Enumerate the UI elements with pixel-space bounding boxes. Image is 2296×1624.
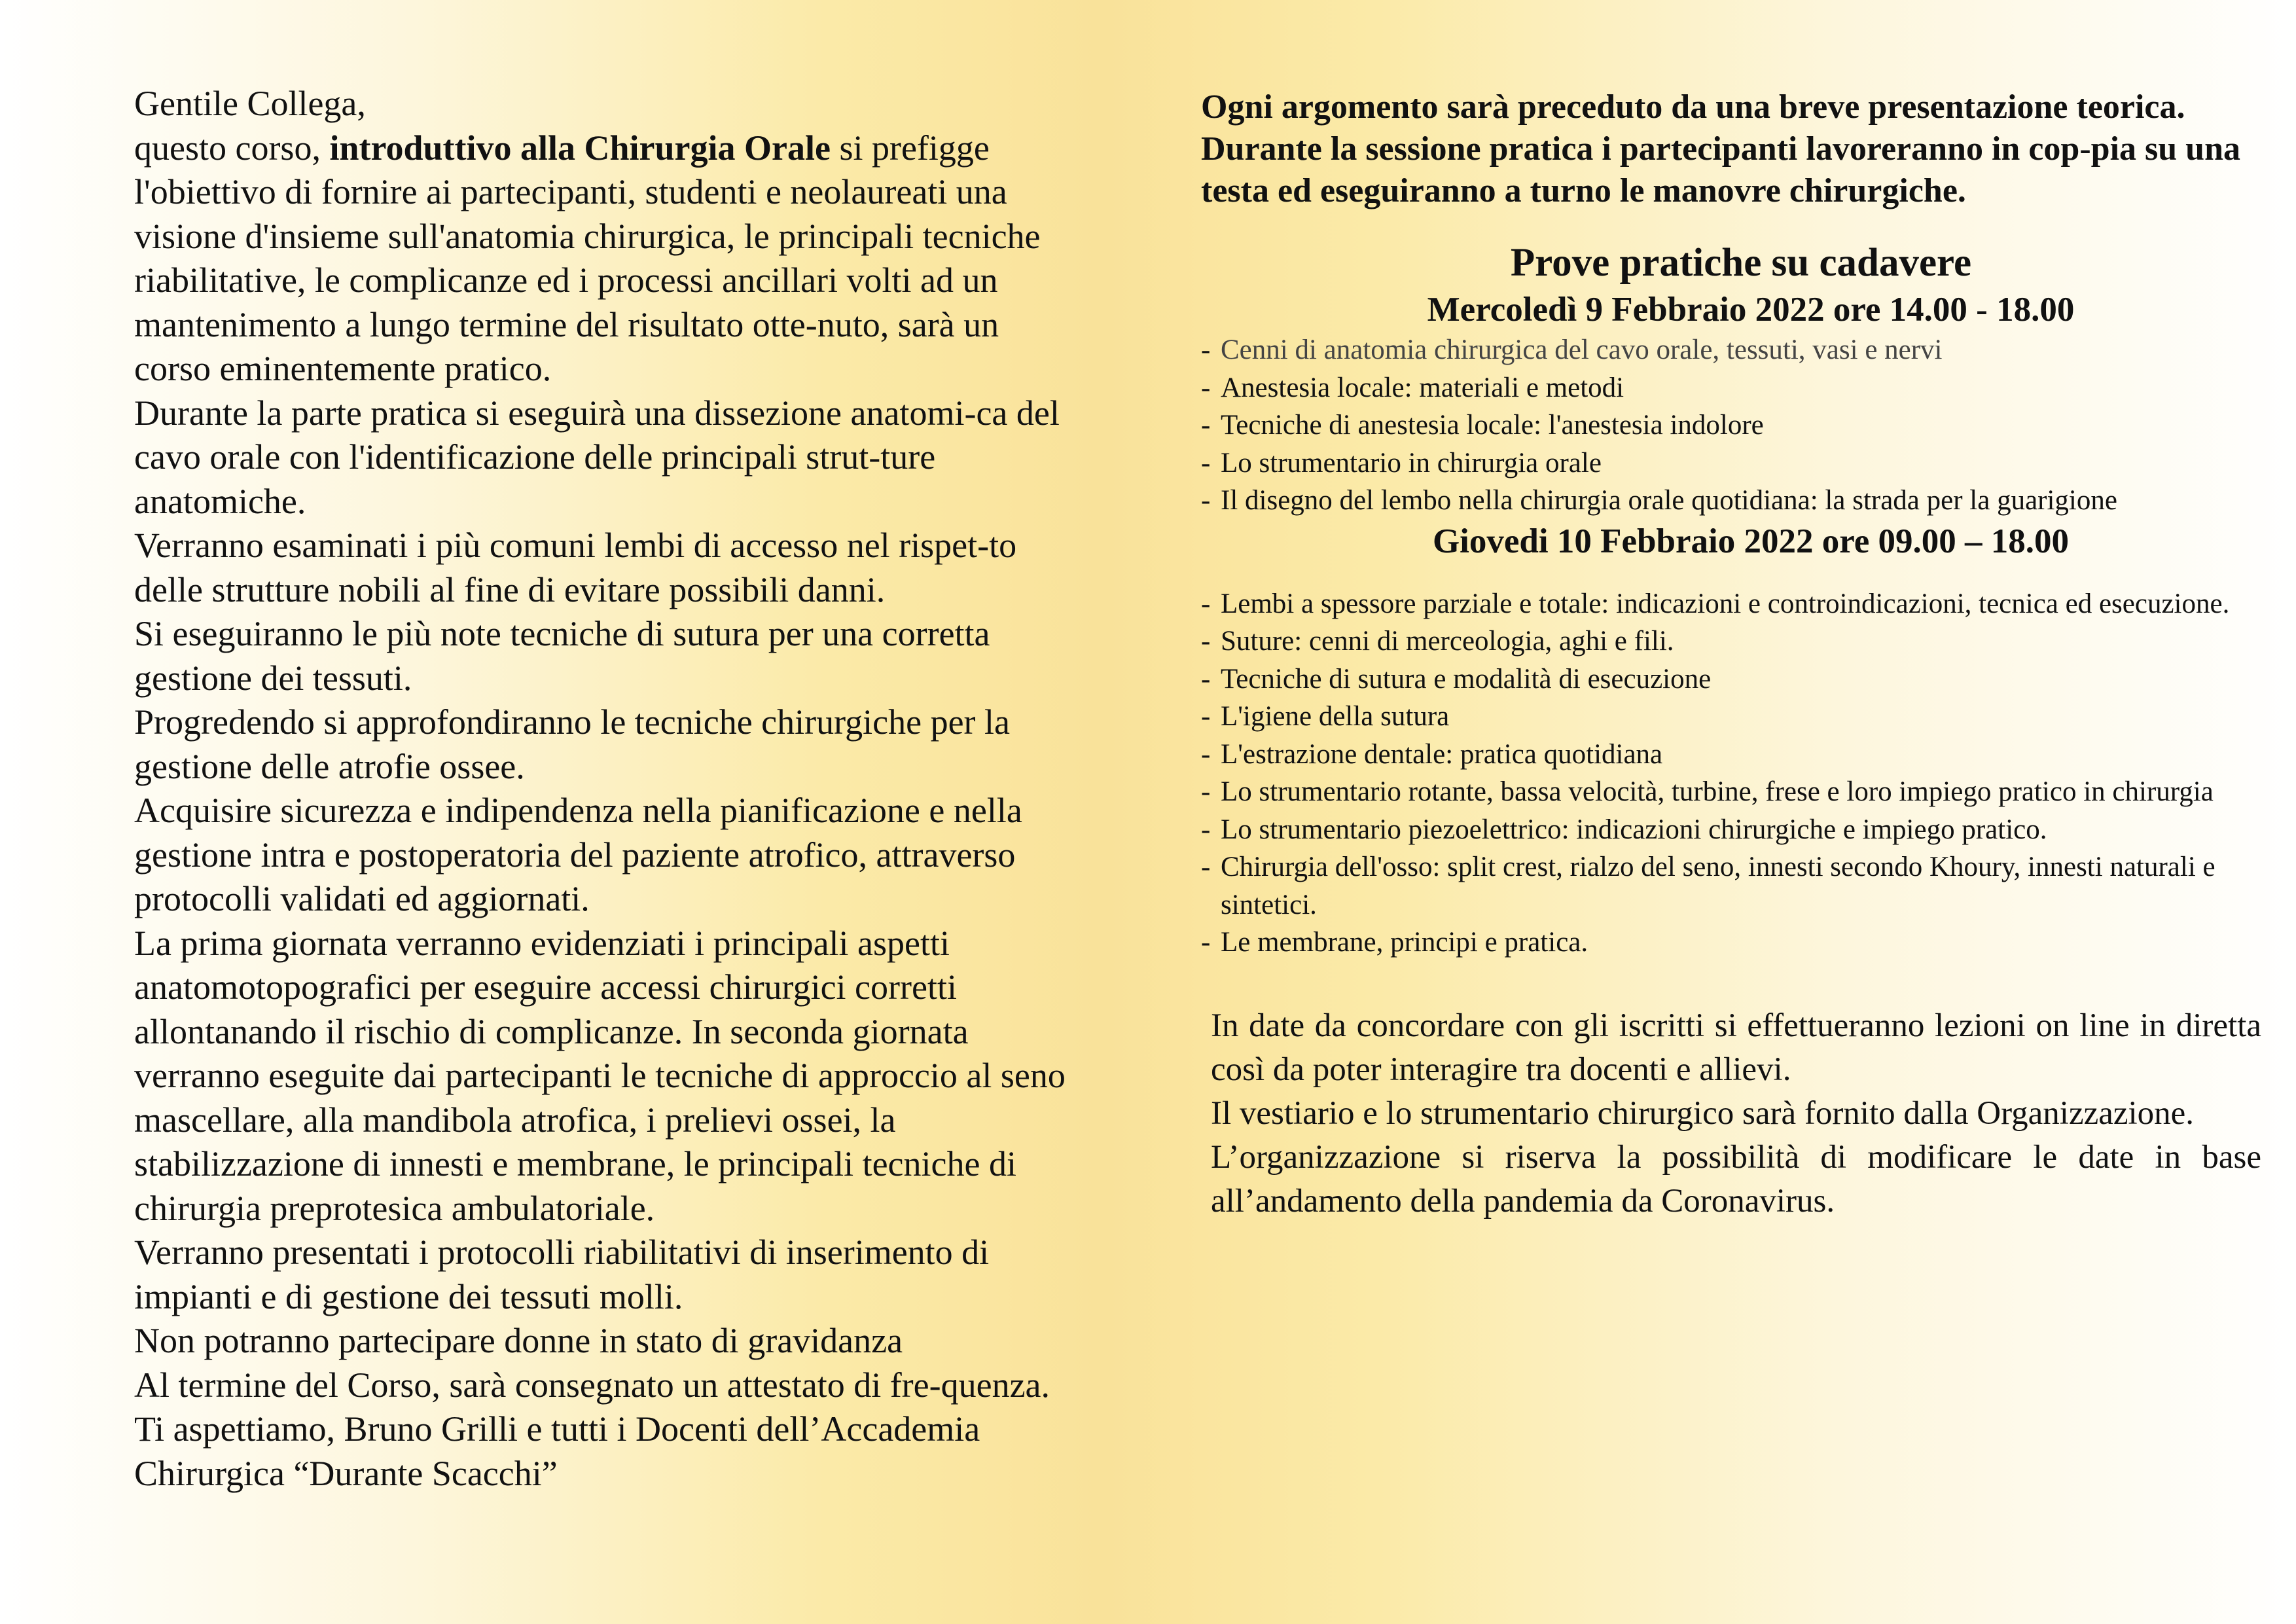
- list-item: - Il disegno del lembo nella chirurgia orale quotidiana: la strada per la guarigione: [1201, 485, 2117, 516]
- program-column: [1201, 86, 2261, 1223]
- letter-column: [134, 82, 1083, 1496]
- paragraph-pregnancy: Non potranno partecipare donne in stato di gravidanza: [134, 1321, 903, 1360]
- intro-practical-session: Durante la sessione pratica i partecipanti lavoreranno in cop-pia su una testa ed eseguiranno a turno le manovre chirurgiche.: [1201, 130, 2241, 209]
- paragraph-certificate: Al termine del Corso, sarà consegnato un attestato di fre-quenza.: [134, 1365, 1050, 1405]
- day2-topics: [1201, 585, 2261, 962]
- paragraph-days: La prima giornata verranno evidenziati i principali aspetti anatomotopografici per eseguire accessi chirurgici corretti allontanando il rischio di complicanze. In seconda giornata verranno eseguite dai partecipanti le tecniche di approccio al seno mascellare, alla mandibola atrofica, i prelievi ossei, la stabilizzazione di innesti e membrane, le principali tecniche di chirurgia preprotesica ambulatoriale.: [134, 923, 1066, 1228]
- intro-presentation: Ogni argomento sarà preceduto da una breve presentazione teorica.: [1201, 88, 2185, 126]
- paragraph-planning: Acquisire sicurezza e indipendenza nella pianificazione e nella gestione intra e postoperatoria del paziente atrofico, attraverso protocolli validati ed aggiornati.: [134, 791, 1022, 918]
- list-item: - Lembi a spessore parziale e totale: indicazioni e controindicazioni, tecnica ed esecuzione.: [1201, 588, 2230, 619]
- closing-date-changes: L’organizzazione si riserva la possibilità di modificare le date in base all’andamento della pandemia da Coronavirus.: [1211, 1138, 2261, 1219]
- course-name: introduttivo alla Chirurgia Orale: [329, 128, 831, 168]
- program-title: Prove pratiche su cadavere: [1510, 241, 1972, 285]
- closing-notes: [1201, 1004, 2261, 1223]
- list-item: - Cenni di anatomia chirurgica del cavo orale, tessuti, vasi e nervi: [1201, 334, 1943, 365]
- list-item: - Tecniche di anestesia locale: l'anestesia indolore: [1201, 410, 1764, 441]
- list-item: - Lo strumentario rotante, bassa velocità, turbine, frese e loro impiego pratico in chirurgia: [1201, 776, 2214, 807]
- paragraph-flaps: Verranno esaminati i più comuni lembi di accesso nel rispet-to delle strutture nobili al fine di evitare possibili danni.: [134, 526, 1017, 609]
- day2-heading: Giovedi 10 Febbraio 2022 ore 09.00 – 18.00: [1432, 522, 2070, 560]
- list-item: - Suture: cenni di merceologia, aghi e fili.: [1201, 626, 1674, 657]
- paragraph-protocols: Verranno presentati i protocolli riabilitativi di inserimento di impianti e di gestione dei tessuti molli.: [134, 1233, 990, 1316]
- signature-line: Ti aspettiamo, Bruno Grilli e tutti i Docenti dell’Accademia Chirurgica “Durante Scacchi”: [134, 1409, 980, 1493]
- day1-topics: [1201, 331, 2261, 520]
- paragraph-dissection: Durante la parte pratica si eseguirà una dissezione anatomi-ca del cavo orale con l'identificazione delle principali strut-ture anatomiche.: [134, 393, 1060, 521]
- list-item: - L'estrazione dentale: pratica quotidiana: [1201, 738, 1663, 770]
- list-item: - Le membrane, principi e pratica.: [1201, 927, 1588, 958]
- greeting: Gentile Collega,: [134, 84, 366, 123]
- list-item: - Anestesia locale: materiali e metodi: [1201, 372, 1624, 403]
- program-intro: [1201, 86, 2261, 212]
- intro-text-rest: si prefigge l'obiettivo di fornire ai partecipanti, studenti e neolaureati una visione d'insieme sull'anatomia chirurgica, le principali tecniche riabilitative, le complicanze ed i processi ancillari volti ad un mantenimento a lungo termine del risultato otte-nuto, sarà un corso eminentemente pratico.: [134, 128, 1041, 388]
- paragraph-sutures: Si eseguiranno le più note tecniche di sutura per una corretta gestione dei tessuti.: [134, 614, 990, 698]
- intro-text-start: questo corso,: [134, 128, 330, 168]
- paragraph-atrophy: Progredendo si approfondiranno le tecniche chirurgiche per la gestione delle atrofie ossee.: [134, 702, 1011, 786]
- list-item: - Chirurgia dell'osso: split crest, rialzo del seno, innesti secondo Khoury, innesti naturali e sintetici.: [1201, 852, 2215, 920]
- list-item: - Tecniche di sutura e modalità di esecuzione: [1201, 663, 1712, 695]
- list-item: - L'igiene della sutura: [1201, 701, 1450, 732]
- paragraph-intro: [134, 126, 1083, 391]
- list-item: - Lo strumentario piezoelettrico: indicazioni chirurgiche e impiego pratico.: [1201, 814, 2047, 845]
- closing-online-lessons: In date da concordare con gli iscritti si effettueranno lezioni on line in diretta così da poter interagire tra docenti e allievi.: [1211, 1007, 2261, 1088]
- day1-heading: Mercoledì 9 Febbraio 2022 ore 14.00 - 18.00: [1427, 291, 2075, 329]
- list-item: - Lo strumentario in chirurgia orale: [1201, 447, 1602, 478]
- closing-equipment: Il vestiario e lo strumentario chirurgico sarà fornito dalla Organizzazione.: [1211, 1094, 2195, 1132]
